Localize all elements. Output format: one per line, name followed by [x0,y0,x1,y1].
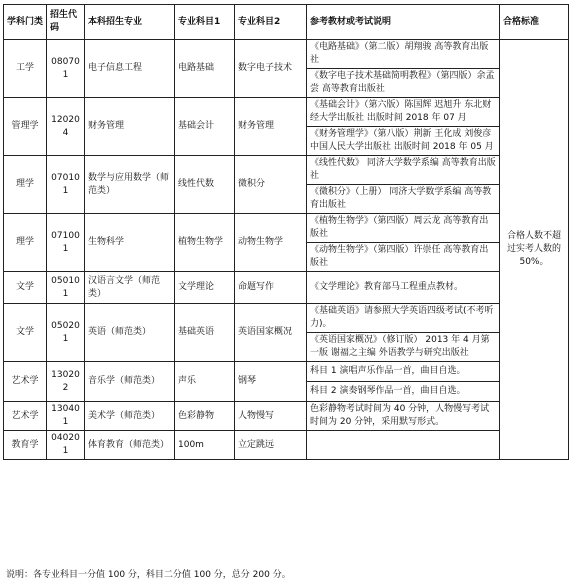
table-row [4,272,569,304]
cell-subject1: 线性代数 [175,156,235,214]
cell-category: 管理学 [4,98,47,156]
table-row [4,214,569,243]
table-row [4,431,569,460]
header-pass: 合格标准 [500,5,569,40]
cell-code: 120204 [47,98,85,156]
cell-reference: 《线性代数》 同济大学数学系编 高等教育出版社 [307,156,500,185]
exam-table [3,4,569,460]
cell-code: 080701 [47,40,85,98]
table-row [4,98,569,127]
cell-reference: 《数字电子技术基础简明教程》（第四版）余孟尝 高等教育出版社 [307,69,500,98]
table-row [4,402,569,431]
cell-reference [307,431,500,460]
cell-reference: 《财务管理学》（第八版）荆新 王化成 刘俊彦 中国人民大学出版社 出版时间 2018 年 05 月 [307,127,500,156]
cell-category: 工学 [4,40,47,98]
cell-reference: 色彩静物考试时间为 40 分钟，人物慢写考试时间为 20 分钟，采用默写形式。 [307,402,500,431]
cell-category: 理学 [4,156,47,214]
cell-category: 文学 [4,304,47,362]
header-reference: 参考教材或考试说明 [307,5,500,40]
header-subject2: 专业科目2 [235,5,307,40]
cell-major: 生物科学 [85,214,175,272]
cell-major: 财务管理 [85,98,175,156]
cell-code: 130401 [47,402,85,431]
cell-subject1: 声乐 [175,362,235,402]
cell-reference: 《文学理论》教育部马工程重点教材。 [307,272,500,304]
cell-category: 教育学 [4,431,47,460]
cell-subject1: 植物生物学 [175,214,235,272]
header-major: 本科招生专业 [85,5,175,40]
cell-major: 音乐学（师范类） [85,362,175,402]
cell-category: 文学 [4,272,47,304]
cell-code: 070101 [47,156,85,214]
cell-subject1: 色彩静物 [175,402,235,431]
cell-subject1: 电路基础 [175,40,235,98]
cell-subject2: 钢琴 [235,362,307,402]
cell-code: 050101 [47,272,85,304]
cell-reference: 《电路基础》（第二版）胡翔骏 高等教育出版社 [307,40,500,69]
cell-subject2: 动物生物学 [235,214,307,272]
cell-reference: 《基础英语》请参照大学英语四级考试(不考听力)。 [307,304,500,333]
cell-subject2: 数字电子技术 [235,40,307,98]
cell-reference: 《英语国家概况》（修订版） 2013 年 4 月第一版 谢福之主编 外语教学与研究出版社 [307,333,500,362]
cell-major: 数学与应用数学（师范类） [85,156,175,214]
table-row [4,156,569,185]
cell-code: 071001 [47,214,85,272]
cell-reference: 《基础会计》（第六版）陈国辉 迟旭升 东北财经大学出版社 出版时间 2018 年 07 月 [307,98,500,127]
cell-reference: 科目 1 演唱声乐作品一首，曲目自选。 [307,362,500,382]
cell-reference: 科目 2 演奏钢琴作品一首，曲目自选。 [307,382,500,402]
cell-subject2: 微积分 [235,156,307,214]
cell-major: 体育教育（师范类） [85,431,175,460]
cell-pass-standard: 合格人数不超过实考人数的 50%。 [500,40,569,460]
cell-code: 130202 [47,362,85,402]
cell-subject2: 命题写作 [235,272,307,304]
cell-subject2: 英语国家概况 [235,304,307,362]
cell-code: 040201 [47,431,85,460]
header-subject1: 专业科目1 [175,5,235,40]
cell-subject2: 立定跳远 [235,431,307,460]
cell-category: 艺术学 [4,362,47,402]
cell-category: 艺术学 [4,402,47,431]
cell-reference: 《微积分》（上册） 同济大学数学系编 高等教育出版社 [307,185,500,214]
cell-reference: 《动物生物学》（第四版）许崇任 高等教育出版社 [307,243,500,272]
cell-major: 英语（师范类） [85,304,175,362]
header-row [4,5,569,40]
header-category: 学科门类 [4,5,47,40]
cell-code: 050201 [47,304,85,362]
cell-major: 美术学（师范类） [85,402,175,431]
header-code: 招生代码 [47,5,85,40]
table-row [4,304,569,333]
cell-major: 电子信息工程 [85,40,175,98]
cell-subject1: 文学理论 [175,272,235,304]
cell-category: 理学 [4,214,47,272]
cell-subject1: 基础英语 [175,304,235,362]
cell-reference: 《植物生物学》（第四版）周云龙 高等教育出版社 [307,214,500,243]
cell-major: 汉语言文学（师范类） [85,272,175,304]
table-row [4,362,569,382]
footer-note: 说明：各专业科目一分值 100 分，科目二分值 100 分，总分 200 分。 [6,570,291,580]
cell-subject2: 财务管理 [235,98,307,156]
cell-subject1: 基础会计 [175,98,235,156]
table-row [4,40,569,69]
cell-subject1: 100m [175,431,235,460]
cell-subject2: 人物慢写 [235,402,307,431]
